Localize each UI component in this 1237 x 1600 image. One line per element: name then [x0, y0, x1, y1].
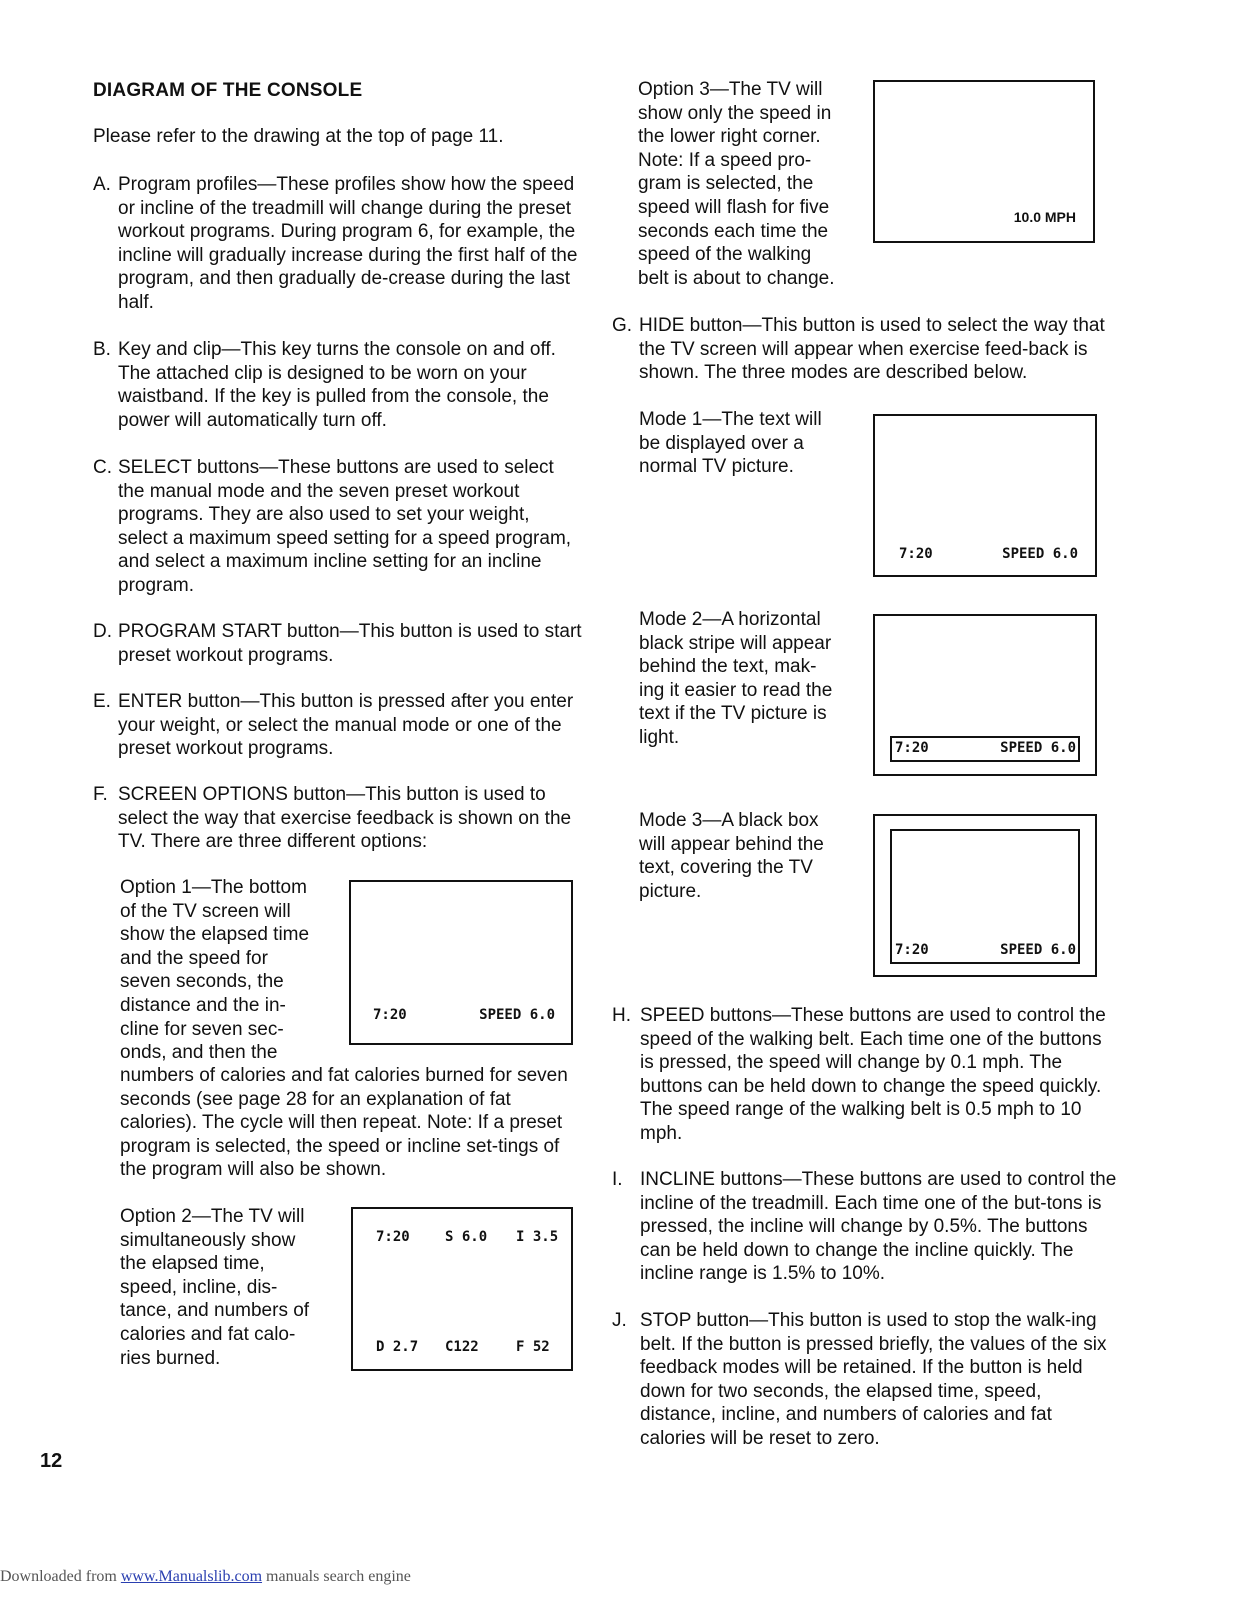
- speed-readout: 10.0 MPH: [1013, 209, 1076, 225]
- item-g: [612, 314, 1117, 385]
- item-j: [612, 1309, 1117, 1451]
- item-letter: C.: [93, 457, 112, 478]
- manualslib-link[interactable]: www.Manualslib.com: [120, 1568, 263, 1585]
- mode3-tv-screen: [873, 814, 1097, 977]
- item-text: SELECT buttons—These buttons are used to select the manual mode and the seven preset workout programs. They are also used to set your weight, select a maximum speed setting for a speed program, and select a maximum incline setting for an incline program.: [118, 457, 572, 596]
- distance-readout: D 2.7: [376, 1339, 419, 1355]
- item-letter: B.: [93, 339, 111, 360]
- item-f: [93, 783, 583, 854]
- item-text: Program profiles—These profiles show how the speed or incline of the treadmill will change during the preset workout programs. During program 6, for example, the incline will gradually increase during the first half of the program, and then gradually de-crease during the last half.: [118, 174, 578, 313]
- item-letter: A.: [93, 174, 111, 195]
- speed-readout: SPEED 6.0: [1000, 740, 1076, 756]
- intro-text: Please refer to the drawing at the top of page 11.: [93, 126, 504, 147]
- item-c: [93, 456, 583, 598]
- option3-text: Option 3—The TV will show only the speed in the lower right corner. Note: If a speed pro- gram is selected, the speed will flash for five seconds each time the speed of the walking belt is about to change.: [638, 79, 835, 289]
- footer-prefix: Downloaded from: [0, 1568, 121, 1585]
- item-text: INCLINE buttons—These buttons are used to control the incline of the treadmill. Each time one of the but-tons is pressed, the incline will change by 0.5%. The buttons can be held down to change the incline quickly. The incline range is 1.5% to 10%.: [640, 1169, 1117, 1285]
- option1-continuation: numbers of calories and fat calories burned for seven seconds (see page 28 for an explanation of fat calories). The cycle will then repeat. Note: If a preset program is selected, the speed or incline set-tings of the program will also be shown.: [120, 1065, 568, 1181]
- elapsed-time: 7:20: [373, 1007, 407, 1023]
- item-b: [93, 338, 583, 432]
- elapsed-time: 7:20: [376, 1229, 410, 1245]
- section-heading: DIAGRAM OF THE CONSOLE: [93, 80, 363, 101]
- mode1-tv-screen: [873, 414, 1097, 577]
- item-letter: E.: [93, 691, 111, 712]
- download-footer: [0, 1568, 411, 1586]
- mode3-text: Mode 3—A black box will appear behind the text, covering the TV picture.: [639, 810, 824, 902]
- item-text: SCREEN OPTIONS button—This button is used to select the way that exercise feedback is shown on the TV. There are three different options:: [118, 784, 572, 853]
- elapsed-time: 7:20: [899, 546, 933, 562]
- item-e: [93, 690, 583, 761]
- option1-tv-screen: [349, 880, 573, 1045]
- item-d: [93, 620, 583, 667]
- incline-readout: I 3.5: [516, 1229, 559, 1245]
- mode2-text: Mode 2—A horizontal black stripe will appear behind the text, mak- ing it easier to read the text if the TV picture is light.: [639, 609, 833, 748]
- item-text: HIDE button—This button is used to select the way that the TV screen will appear when exercise feed-back is shown. The three modes are described below.: [639, 315, 1105, 384]
- item-i: [612, 1168, 1117, 1286]
- item-a: [93, 173, 583, 315]
- speed-readout: S 6.0: [445, 1229, 488, 1245]
- option1-text: Option 1—The bottom of the TV screen will show the elapsed time and the speed for seven seconds, the distance and the in- cline for seven sec- onds, and then the: [120, 877, 310, 1064]
- elapsed-time: 7:20: [895, 942, 929, 958]
- speed-readout: SPEED 6.0: [1000, 942, 1076, 958]
- item-letter: D.: [93, 621, 112, 642]
- item-text: SPEED buttons—These buttons are used to control the speed of the walking belt. Each time one of the buttons is pressed, the speed will change by 0.1 mph. The buttons can be held down to change the speed quickly. The speed range of the walking belt is 0.5 mph to 10 mph.: [640, 1005, 1106, 1144]
- page-number: 12: [40, 1450, 63, 1472]
- option3-tv-screen: [873, 80, 1095, 243]
- elapsed-time: 7:20: [895, 740, 929, 756]
- item-text: PROGRAM START button—This button is used to start preset workout programs.: [118, 621, 582, 666]
- calories-readout: C122: [445, 1339, 479, 1355]
- option2-tv-screen: [351, 1207, 573, 1371]
- item-letter: I.: [612, 1169, 623, 1190]
- mode2-tv-screen: [873, 614, 1097, 776]
- item-text: Key and clip—This key turns the console on and off. The attached clip is designed to be worn on your waistband. If the key is pulled from the console, the power will automatically turn off.: [118, 339, 556, 431]
- item-letter: G.: [612, 315, 633, 336]
- speed-readout: SPEED 6.0: [479, 1007, 555, 1023]
- mode1-text: Mode 1—The text will be displayed over a normal TV picture.: [639, 409, 822, 478]
- item-letter: J.: [612, 1310, 627, 1331]
- item-letter: F.: [93, 784, 108, 805]
- option2-text: Option 2—The TV will simultaneously show the elapsed time, speed, incline, dis- tance, and numbers of calories and fat calo- ries burned.: [120, 1206, 310, 1369]
- footer-suffix: manuals search engine: [262, 1568, 411, 1585]
- item-text: ENTER button—This button is pressed after you enter your weight, or select the manual mode or one of the preset workout programs.: [118, 691, 574, 760]
- fat-calories-readout: F 52: [516, 1339, 550, 1355]
- item-letter: H.: [612, 1005, 631, 1026]
- item-h: [612, 1004, 1117, 1146]
- speed-readout: SPEED 6.0: [1002, 546, 1078, 562]
- item-text: STOP button—This button is used to stop the walk-ing belt. If the button is pressed briefly, the values of the six feedback modes will be retained. If the button is held down for two seconds, the elapsed time, speed, distance, incline, and numbers of calories and fat calories will be reset to zero.: [640, 1310, 1107, 1449]
